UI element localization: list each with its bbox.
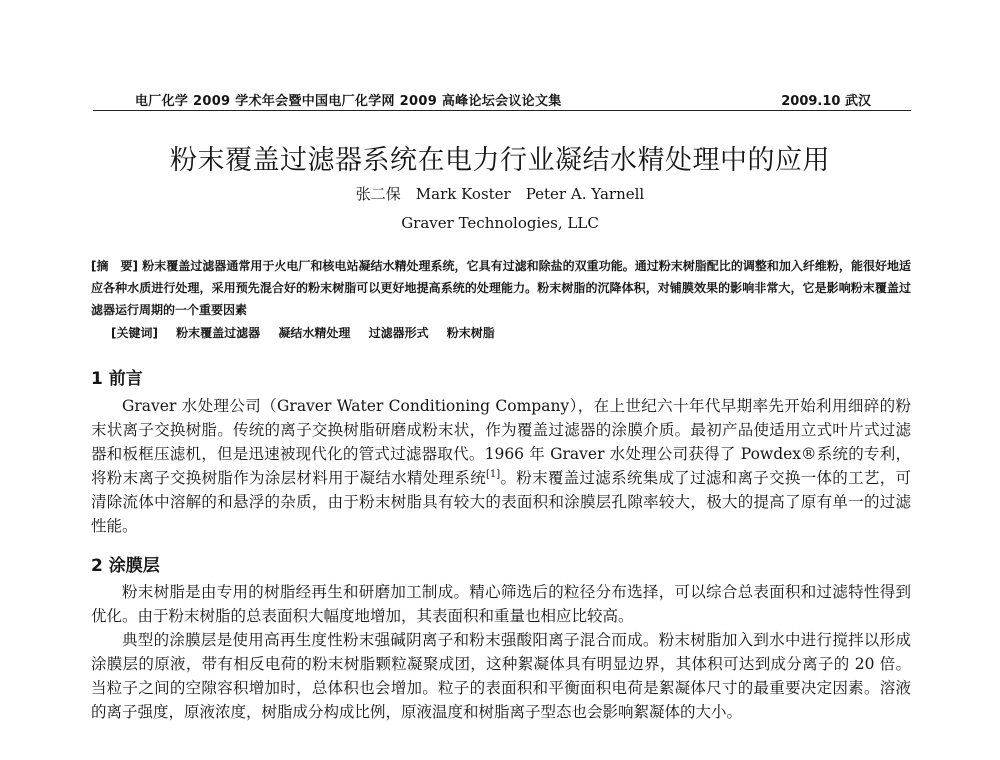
paper-authors: 张二保 Mark Koster Peter A. Yarnell xyxy=(355,185,645,203)
keywords-label: [关键词] xyxy=(111,326,158,340)
paragraph-text: Graver 水处理公司（Graver Water Conditioning Company），在上世纪六十年代早期率先开始利用细碎的粉末状离子交换树脂。传统的离子交换树脂研磨成粉末状，作为覆盖过滤器的涂膜介质。最初产品使适用立式叶片式过滤器和板框压滤机，但是迅速被现代化的管式过滤器取代。1966 年 Graver 水处理公司获得了 Powdex®系统的专利，将粉末离子交换树脂作为涂层材料用于凝结水精处理系统 xyxy=(91,397,911,487)
abstract-label: [摘 要] xyxy=(91,259,139,273)
paper-title: 粉末覆盖过滤器系统在电力行业凝结水精处理中的应用 xyxy=(170,145,830,176)
paragraph-text: 。粉末覆盖过滤系统集成了过滤和离子交换一体的工艺，可清除流体中溶解的和悬浮的杂质，由于粉末树脂具有较大的表面积和涂膜层孔隙率较大，极大的提高了原有单一的过滤性能。 xyxy=(91,469,911,535)
keyword-item: 过滤器形式 xyxy=(368,326,429,340)
keywords xyxy=(111,324,911,341)
section-heading-coating-layer: 2 涂膜层 xyxy=(91,556,160,576)
section-2-paragraph-2: 典型的涂膜层是使用高再生度性粉末强碱阴离子和粉末强酸阳离子混合而成。粉末树脂加入到水中进行搅拌以形成涂膜层的原液，带有相反电荷的粉末树脂颗粒凝聚成团，这种絮凝体具有明显边界，其体积可达到成分离子的 20 倍。当粒子之间的空隙容积增加时，总体积也会增加。粒子的表面积和平衡面积电荷是絮凝体尺寸的最重要决定因素。溶液的离子强度，原液浓度，树脂成分构成比例，原液温度和树脂离子型态也会影响絮凝体的大小。 xyxy=(91,631,911,721)
keyword-item: 粉末覆盖过滤器 xyxy=(176,326,261,340)
keyword-item: 粉末树脂 xyxy=(446,326,495,340)
running-header xyxy=(93,88,911,111)
paper-affiliation: Graver Technologies, LLC xyxy=(401,214,599,232)
section-2-paragraph-1: 粉末树脂是由专用的树脂经再生和研磨加工制成。精心筛选后的粒径分布选择，可以综合总表面积和过滤特性得到优化。由于粉末树脂的总表面积大幅度地增加，其表面积和重量也相应比较高。 xyxy=(91,583,911,625)
section-1-paragraph xyxy=(91,394,911,538)
citation-ref[interactable]: [1] xyxy=(486,468,501,480)
keyword-item: 凝结水精处理 xyxy=(278,326,351,340)
header-date-location: 2009.10 武汉 xyxy=(781,94,871,109)
header-conference: 电厂化学 2009 学术年会暨中国电厂化学网 2009 高峰论坛会议论文集 xyxy=(135,94,562,109)
abstract-text: 粉末覆盖过滤器通常用于火电厂和核电站凝结水精处理系统，它具有过滤和除盐的双重功能。通过粉末树脂配比的调整和加入纤维粉，能很好地适应各种水质进行处理，采用预先混合好的粉末树脂可以更好地提高系统的处理能力。粉末树脂的沉降体积，对铺膜效果的影响非常大，它是影响粉末覆盖过滤器运行周期的一个重要因素 xyxy=(91,259,911,317)
abstract xyxy=(91,255,911,321)
section-heading-introduction: 1 前言 xyxy=(91,369,143,389)
